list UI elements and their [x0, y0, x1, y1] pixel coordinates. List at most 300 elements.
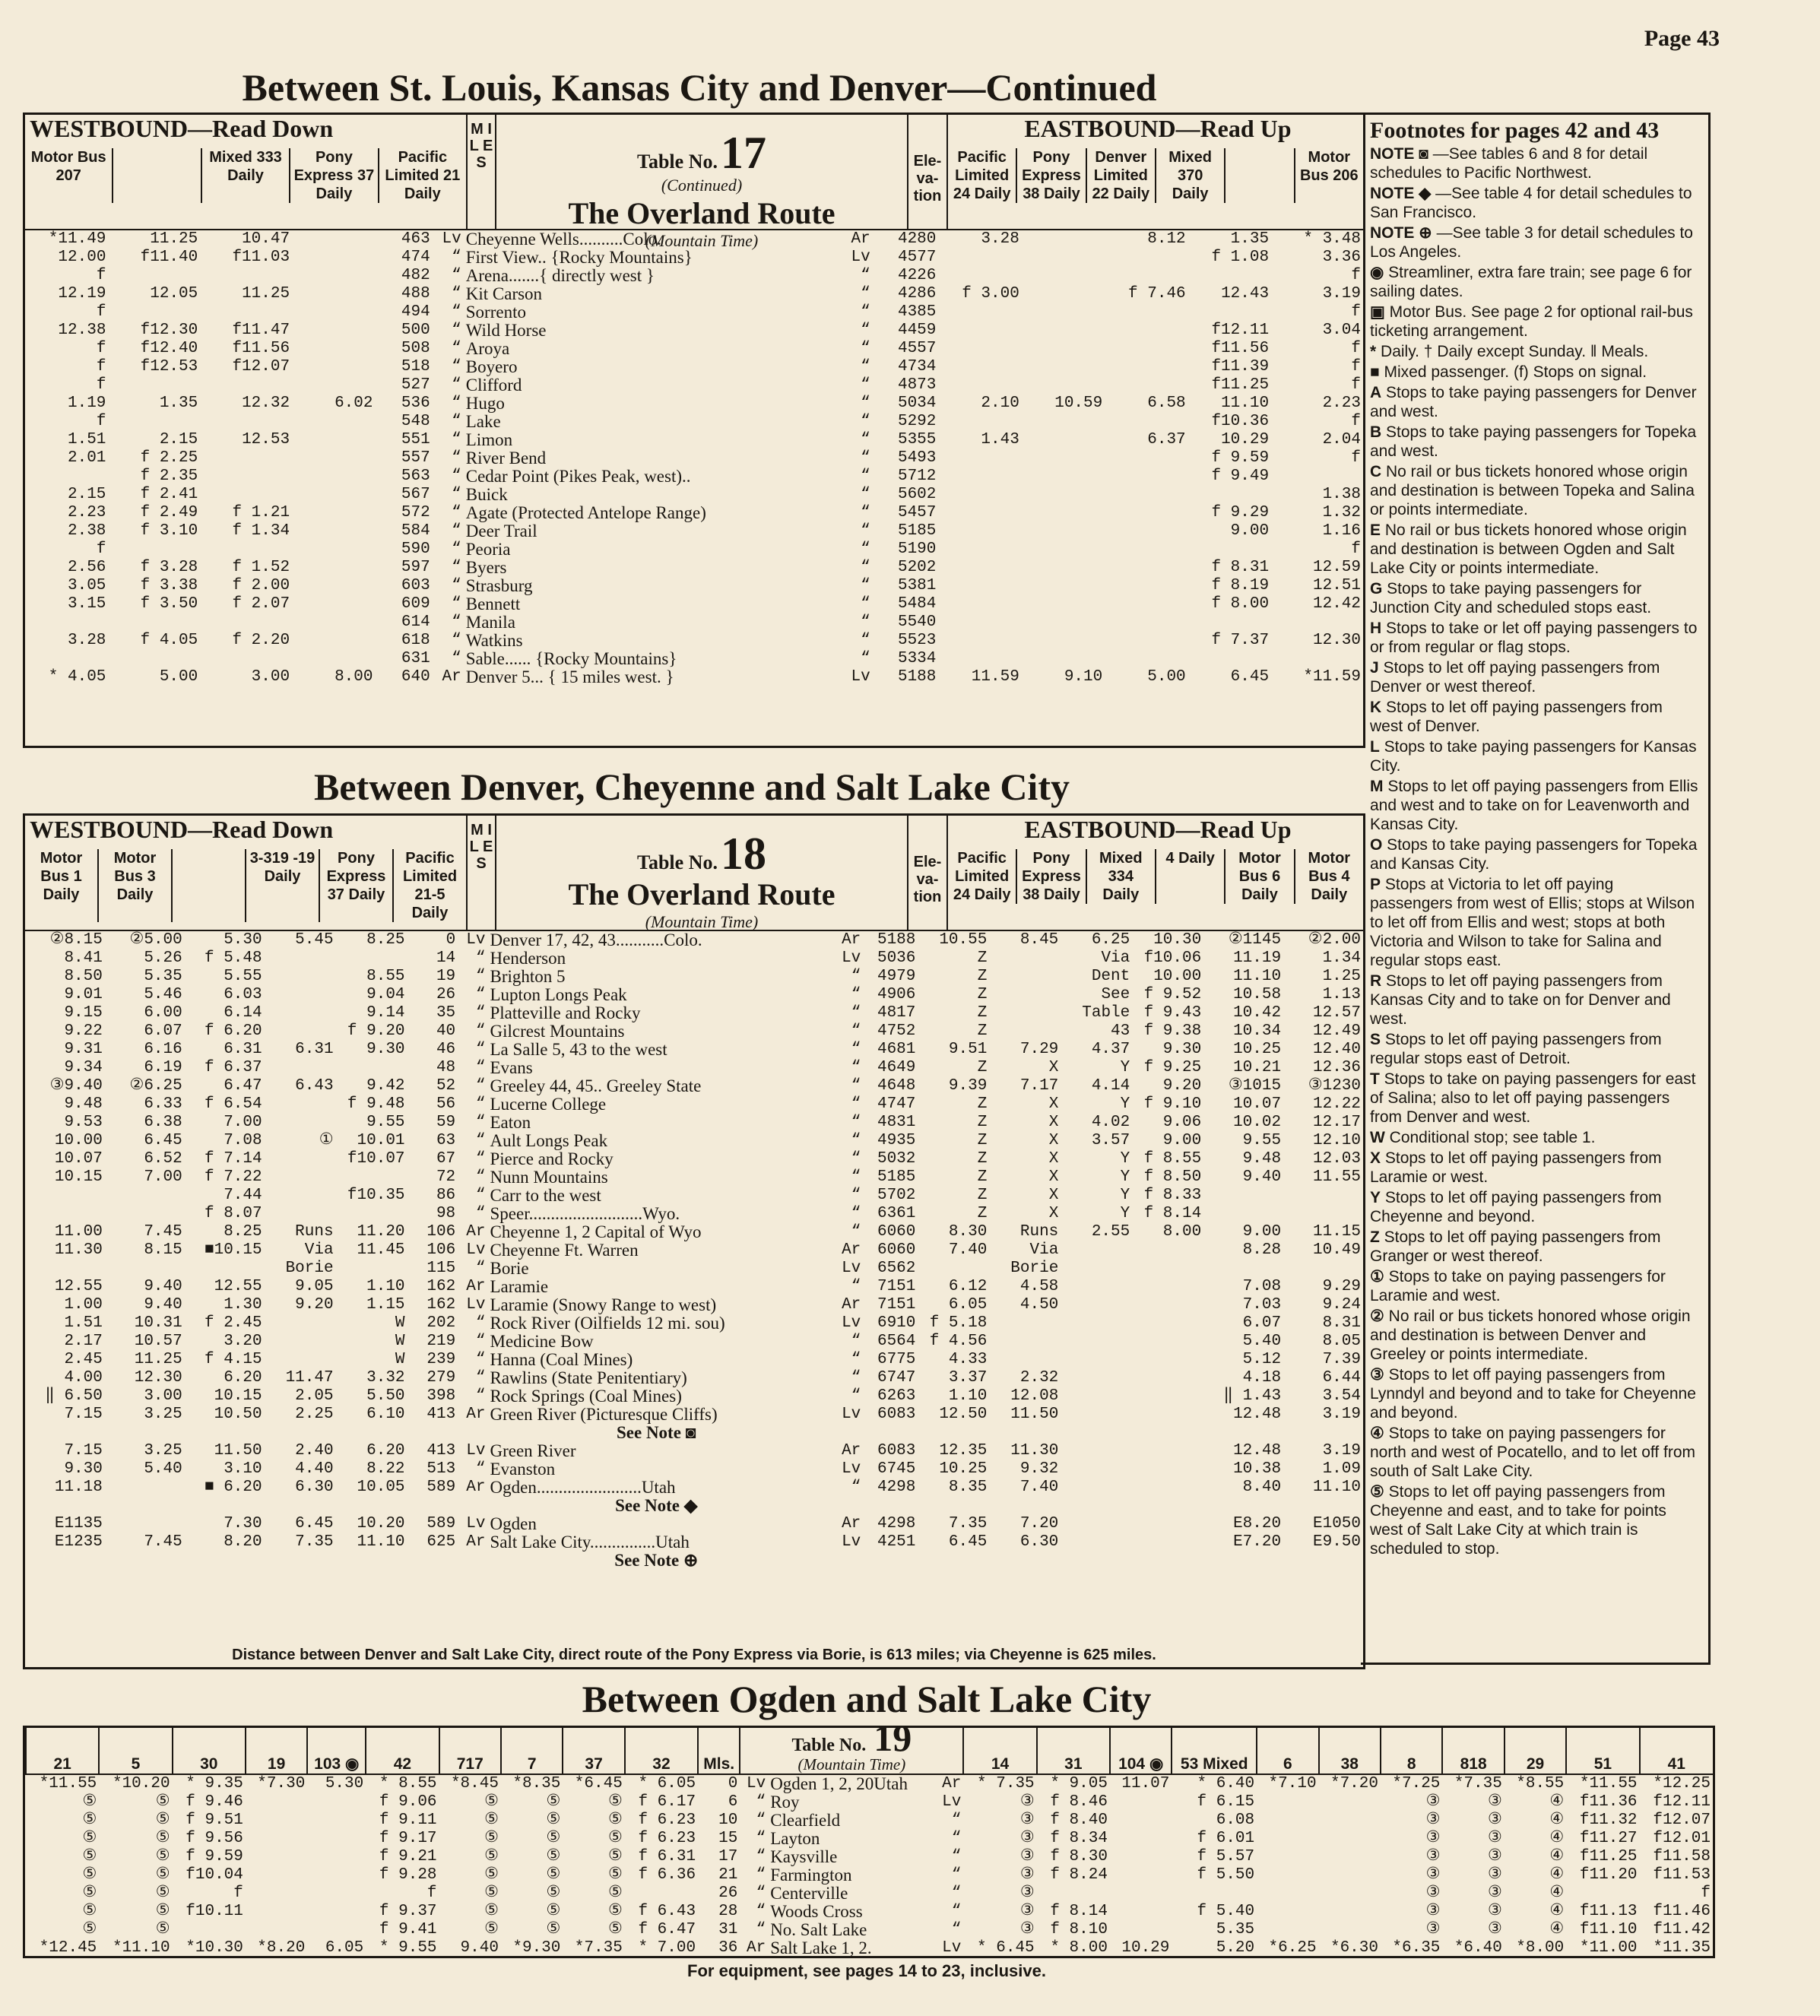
table-cell: f — [1351, 303, 1361, 321]
table-cell: 494 — [401, 303, 430, 321]
table-cell: “ — [475, 1004, 486, 1022]
table-cell: 508 — [401, 340, 430, 357]
table-row — [25, 1004, 1363, 1022]
table-cell — [1132, 1479, 1203, 1497]
table18-elevation-label: Ele-va-tion — [907, 816, 946, 930]
table-cell — [1283, 1260, 1363, 1278]
table-cell: f 3.28 — [140, 559, 198, 576]
table-row — [25, 1314, 1363, 1333]
table-cell: 12.38 — [58, 322, 106, 339]
table17-continued: (Continued) — [661, 176, 743, 195]
table18-east-col-header: Motor Bus 4 Daily — [1294, 849, 1363, 904]
table-cell: f 9.56 — [185, 1830, 243, 1847]
footnote-item — [1370, 1482, 1699, 1558]
table-cell: “ — [475, 1387, 486, 1405]
table-row — [26, 1793, 1713, 1812]
footnote-text: Conditional stop; see table 1. — [1384, 1129, 1596, 1146]
section19-title: Between Ogden and Salt Lake City — [582, 1678, 1152, 1720]
table-cell: “ — [951, 1812, 962, 1829]
table-cell: f 8.24 — [1050, 1866, 1108, 1884]
table-cell — [1257, 1866, 1318, 1884]
table-cell: ③9.40 — [49, 1077, 103, 1095]
table-cell — [105, 1205, 185, 1223]
table-cell — [1283, 1205, 1363, 1223]
table-cell: 36 — [718, 1939, 738, 1957]
table-cell — [407, 1552, 458, 1570]
table-cell: 6.52 — [144, 1150, 182, 1168]
table-cell: ⑤ — [155, 1848, 170, 1865]
table-cell: f11.40 — [140, 249, 198, 266]
table-cell — [292, 340, 375, 358]
table-cell: Borie — [285, 1260, 334, 1277]
table-cell — [265, 1114, 336, 1132]
table-cell — [1566, 1884, 1639, 1903]
footnote-key: NOTE ◆ — [1370, 185, 1432, 202]
table-cell: “ — [452, 468, 461, 485]
table-cell — [938, 559, 1021, 577]
table-cell: 9.42 — [366, 1077, 405, 1095]
table-cell — [1022, 431, 1105, 449]
table-cell: 10.29 — [1221, 431, 1270, 449]
footnote-key: S — [1370, 1031, 1381, 1048]
table-cell: 4.02 — [1091, 1114, 1130, 1131]
table-cell: “ — [452, 285, 461, 303]
table-cell: “ — [756, 1903, 766, 1920]
station-name: Nunn Mountains — [490, 1168, 608, 1187]
table-cell: “ — [851, 1205, 861, 1222]
table-cell — [1110, 1866, 1172, 1884]
table-cell — [1022, 595, 1105, 613]
table-row — [25, 986, 1363, 1004]
table-cell: Z — [977, 1004, 988, 1022]
station-name: Agate (Protected Antelope Range) — [465, 503, 706, 522]
table-cell: 9.00 — [1230, 522, 1270, 540]
table-cell: “ — [851, 1095, 861, 1113]
table-cell — [407, 1424, 458, 1442]
table-cell — [265, 1150, 336, 1168]
footnote-key: ② — [1370, 1308, 1384, 1325]
table-cell: f — [1351, 413, 1361, 430]
table-cell: “ — [475, 1351, 486, 1368]
table-cell: 3.00 — [144, 1387, 182, 1405]
table-row — [25, 1442, 1363, 1460]
footnote-text: Stops to let off paying passengers from Granger or west thereof. — [1370, 1228, 1661, 1265]
table-cell: f 2.49 — [140, 504, 198, 521]
table-cell: Ar — [746, 1939, 766, 1957]
table-cell — [825, 1552, 863, 1570]
table-cell — [108, 267, 200, 285]
table-cell: ⑤ — [155, 1812, 170, 1829]
table-cell: 10.29 — [1121, 1939, 1170, 1957]
table-cell — [200, 303, 292, 322]
table-cell: ⑤ — [607, 1812, 623, 1829]
footnote-key: L — [1370, 738, 1380, 756]
table-cell: f 8.40 — [1050, 1812, 1108, 1829]
table-cell: ⑤ — [546, 1903, 561, 1920]
table17-eastbound-label: EASTBOUND—Read Up — [1024, 115, 1292, 142]
table-cell — [1132, 1314, 1203, 1333]
table-cell: 7.35 — [948, 1515, 988, 1533]
table-cell: 6.33 — [144, 1095, 182, 1113]
table18-east-col-header: Pacific Limited 24 Daily — [953, 850, 1011, 903]
table-cell: 7.00 — [144, 1168, 182, 1186]
footnotes-heading: Footnotes for pages 42 and 43 — [1370, 118, 1660, 143]
table-cell — [108, 613, 200, 632]
table-cell — [292, 540, 375, 559]
table-cell: *8.35 — [512, 1775, 561, 1793]
distance-note: Distance between Denver and Salt Lake City, direct route of the Pony Express via Borie, is 613 miles; via Cheyenne is 625 miles. — [232, 1647, 1156, 1663]
table-cell: 8.35 — [948, 1479, 988, 1496]
footnote-item — [1370, 423, 1699, 461]
table-cell: “ — [475, 1059, 486, 1076]
table-cell: “ — [851, 1168, 861, 1186]
station-name: Denver 17, 42, 43...........Colo. — [490, 930, 702, 949]
table-cell: 463 — [401, 230, 430, 248]
footnote-text: Stops to take paying passengers for Kansas City. — [1370, 738, 1697, 775]
station-name: La Salle 5, 43 to the west — [490, 1040, 667, 1059]
table-cell — [246, 1830, 307, 1848]
table-cell: 11.10 — [357, 1533, 405, 1551]
table-cell: “ — [861, 595, 870, 613]
table-cell: f12.07 — [232, 358, 290, 376]
table-cell: ⑤ — [607, 1884, 623, 1902]
table-cell: 17 — [718, 1848, 738, 1865]
table-cell: 4.33 — [948, 1351, 988, 1368]
table-cell — [1203, 1497, 1283, 1515]
table-cell: 6.08 — [1216, 1812, 1255, 1829]
station-name: Sorrento — [465, 303, 526, 322]
table-cell — [1022, 540, 1105, 559]
station-name: Green River (Picturesque Cliffs) — [490, 1405, 718, 1424]
footnote-item — [1370, 579, 1699, 617]
table-cell: 11.50 — [1010, 1406, 1059, 1423]
table17-frame — [23, 113, 1365, 748]
table-cell: 500 — [401, 322, 430, 339]
table-cell — [25, 1260, 105, 1278]
table-cell — [265, 1004, 336, 1022]
table-cell — [1105, 413, 1187, 431]
table-cell: Lv — [942, 1939, 962, 1957]
table-cell — [1061, 1296, 1132, 1314]
table-cell: 12.03 — [1312, 1150, 1361, 1168]
table-cell: 11.10 — [1312, 1479, 1361, 1496]
footnote-key: ▣ — [1370, 303, 1385, 321]
footnote-item — [1370, 737, 1699, 775]
table-cell — [1022, 230, 1105, 249]
table-cell: ⑤ — [82, 1921, 97, 1938]
table-cell: f 2.41 — [140, 486, 198, 503]
table-cell: 56 — [436, 1095, 456, 1113]
station-name: See Note ◙ — [616, 1423, 696, 1442]
table-cell: 6.31 — [224, 1041, 262, 1058]
table-cell — [1203, 1552, 1283, 1570]
table-cell: ⑤ — [607, 1903, 623, 1920]
table-cell — [1061, 1278, 1132, 1296]
table-cell: 10.47 — [242, 230, 290, 248]
table-cell — [1110, 1884, 1172, 1903]
table-cell: 3.00 — [251, 668, 290, 686]
table-cell: * 3.48 — [1303, 230, 1361, 248]
table-cell: 2.32 — [1019, 1369, 1059, 1387]
table-cell: “ — [851, 1004, 861, 1022]
table-cell: Runs — [1019, 1223, 1059, 1241]
table-cell: 4747 — [877, 1095, 916, 1113]
table-cell: ④ — [1549, 1793, 1565, 1811]
station-name: Platteville and Rocky — [490, 1003, 641, 1022]
table-cell: ③ — [1488, 1848, 1502, 1865]
table18-east-col-header: 4 Daily — [1155, 849, 1224, 904]
table-cell — [307, 1793, 366, 1812]
table-cell: f 3.50 — [140, 595, 198, 613]
table18-route: The Overland Route — [568, 877, 835, 911]
table-cell: 4298 — [877, 1515, 916, 1533]
table-cell: Lv — [942, 1793, 962, 1811]
table-cell: “ — [851, 1187, 861, 1204]
table-cell: ④ — [1549, 1921, 1565, 1938]
table-cell: f10.36 — [1211, 413, 1270, 430]
table-row — [25, 1077, 1363, 1095]
table-cell: 589 — [426, 1479, 456, 1496]
table-cell: 10.07 — [54, 1150, 103, 1168]
table-row — [26, 1884, 1713, 1903]
table-cell — [1105, 303, 1187, 322]
table-cell: 19 — [436, 968, 456, 985]
table-cell — [200, 449, 292, 468]
table-cell: 5.00 — [159, 668, 198, 686]
table-cell: “ — [851, 1479, 861, 1496]
table-cell: f — [96, 413, 106, 430]
table-cell: f 8.07 — [205, 1205, 262, 1222]
table-row — [25, 1296, 1363, 1314]
table-cell: 162 — [426, 1296, 456, 1314]
table-cell: 4298 — [877, 1479, 916, 1496]
table-cell: f 6.54 — [205, 1095, 262, 1113]
table-cell — [292, 431, 375, 449]
table-row — [25, 1114, 1363, 1132]
table-cell: f 8.14 — [1143, 1205, 1202, 1222]
table-cell — [458, 1552, 487, 1570]
table19-east-col-header: 6 — [1257, 1728, 1318, 1774]
table-cell: f — [96, 376, 106, 394]
table-cell: 7151 — [877, 1278, 916, 1295]
table-cell: f 8.00 — [1211, 595, 1270, 613]
footnote-key: P — [1370, 876, 1381, 893]
table-cell: 474 — [401, 249, 430, 266]
table-cell — [863, 1497, 918, 1515]
table17-number: 17 — [720, 128, 766, 178]
table-cell: f11.27 — [1579, 1830, 1638, 1847]
station-name: Rock Springs (Coal Mines) — [490, 1387, 682, 1406]
table-cell: Ar — [842, 931, 861, 949]
table-cell: ③ — [1488, 1866, 1502, 1884]
table-cell: f 6.47 — [638, 1921, 696, 1938]
table-row — [25, 1406, 1363, 1424]
table-cell: Z — [977, 986, 988, 1003]
table19-east-col-header: 14 — [963, 1728, 1036, 1774]
table-cell: 9.10 — [1064, 668, 1103, 686]
table-cell: 6060 — [877, 1241, 916, 1259]
footnote-text: Daily. † Daily except Sunday. ‖ Meals. — [1376, 343, 1649, 360]
table-cell: ③ — [1488, 1884, 1502, 1902]
page-number: Page 43 — [1644, 26, 1720, 51]
table18-west-col-header: Pacific Limited 21-5 Daily — [392, 849, 466, 922]
table-row — [25, 968, 1363, 986]
table-cell: 3.15 — [68, 595, 106, 613]
table-cell: f11.36 — [1579, 1793, 1638, 1811]
table-cell: f12.40 — [140, 340, 198, 357]
table-cell — [1022, 650, 1105, 668]
table-cell — [1105, 486, 1187, 504]
table-cell: f — [96, 267, 106, 284]
table-cell: 597 — [401, 559, 430, 576]
table-cell — [292, 322, 375, 340]
table-cell: 9.30 — [64, 1460, 103, 1478]
footnote-text: Stops to take on paying passengers for Laramie and west. — [1370, 1268, 1666, 1304]
footnote-text: Stops to let off paying passengers from Laramie or west. — [1370, 1149, 1662, 1186]
table17-body — [25, 230, 1363, 686]
table-row — [25, 559, 1363, 577]
table-cell: f12.30 — [140, 322, 198, 339]
table-cell: 9.55 — [366, 1114, 405, 1131]
table-cell: f10.04 — [185, 1866, 243, 1884]
table-cell — [1188, 486, 1271, 504]
table-cell — [1022, 285, 1105, 303]
table-cell: 557 — [401, 449, 430, 467]
table-cell — [1271, 468, 1363, 486]
table-cell: 12.36 — [1312, 1059, 1361, 1076]
station-name: Gilcrest Mountains — [490, 1022, 625, 1041]
table-cell: *11.10 — [112, 1939, 170, 1957]
table-cell: 4.50 — [1019, 1296, 1059, 1314]
table-cell: Z — [977, 1114, 988, 1131]
table-cell: “ — [756, 1830, 766, 1847]
table-cell — [938, 650, 1021, 668]
table-cell — [1283, 1187, 1363, 1205]
table-cell — [458, 1424, 487, 1442]
table-cell: 9.14 — [366, 1004, 405, 1022]
table-cell: “ — [861, 358, 870, 376]
table-cell: “ — [756, 1866, 766, 1884]
table-cell: 6.03 — [224, 986, 262, 1003]
table-cell — [1022, 267, 1105, 285]
table-cell: f 6.01 — [1197, 1830, 1255, 1847]
table19-number: 19 — [874, 1716, 912, 1759]
table-cell — [407, 1497, 458, 1515]
table-cell — [989, 968, 1061, 986]
table-cell: ③ — [1488, 1812, 1502, 1829]
table-cell — [1132, 1241, 1203, 1260]
table-cell: f 5.48 — [205, 949, 262, 967]
table-cell — [1110, 1812, 1172, 1830]
table-cell: E1135 — [54, 1515, 103, 1533]
table17-timezone: (Mountain Time) — [645, 231, 759, 250]
table-cell: “ — [861, 303, 870, 321]
table-cell: 4286 — [897, 285, 937, 303]
table-cell: “ — [861, 486, 870, 503]
table-cell: 567 — [401, 486, 430, 503]
table-cell: f — [96, 340, 106, 357]
table-cell — [265, 1497, 336, 1515]
table-cell — [307, 1866, 366, 1884]
table-cell: 5712 — [897, 468, 937, 485]
table-cell: 551 — [401, 431, 430, 449]
table-cell: 10.15 — [54, 1168, 103, 1186]
table-cell: 4459 — [897, 322, 937, 339]
table-cell: * 8.00 — [1050, 1939, 1108, 1957]
table-cell: X — [1048, 1095, 1059, 1113]
table-cell: 6.30 — [1019, 1533, 1059, 1551]
table-cell: 11.47 — [285, 1369, 334, 1387]
table-cell: 5.30 — [325, 1775, 364, 1793]
table-cell — [1061, 1369, 1132, 1387]
table-cell — [307, 1848, 366, 1866]
table-cell: 5185 — [897, 522, 937, 540]
table-cell: f11.53 — [1653, 1866, 1711, 1884]
table-cell: 6.05 — [948, 1296, 988, 1314]
footnote-key: R — [1370, 972, 1382, 990]
table-cell: 4.37 — [1091, 1041, 1130, 1058]
table-cell: 10.00 — [1153, 968, 1202, 985]
table-row — [25, 632, 1363, 650]
table-cell: 12.40 — [1312, 1041, 1361, 1058]
table-cell: ⑤ — [82, 1793, 97, 1811]
table-cell: 5292 — [897, 413, 937, 430]
table-cell: 11.00 — [54, 1223, 103, 1241]
table-cell: 488 — [401, 285, 430, 303]
table-cell: *7.10 — [1268, 1775, 1317, 1793]
table-cell: “ — [452, 358, 461, 376]
table-cell: ③ — [1019, 1921, 1035, 1938]
table-cell: “ — [452, 395, 461, 412]
footnote-text: Stops to take on paying passengers for east of Salina; also to let off paying passengers from Denver and west. — [1370, 1070, 1696, 1126]
table-cell: “ — [475, 1132, 486, 1149]
table-cell: f — [1351, 267, 1361, 284]
table-cell: 7.45 — [144, 1223, 182, 1241]
table-cell — [200, 486, 292, 504]
table-cell: 12.55 — [214, 1278, 262, 1295]
table-row — [25, 1424, 1363, 1442]
table-cell: 5188 — [877, 931, 916, 949]
table-row — [25, 1369, 1363, 1387]
table-cell: *6.30 — [1330, 1939, 1378, 1957]
table-cell: f 3.10 — [140, 522, 198, 540]
table-cell: 5457 — [897, 504, 937, 521]
table-cell — [938, 613, 1021, 632]
footnote-item — [1370, 1228, 1699, 1266]
table-cell — [1022, 340, 1105, 358]
footnote-text: Stops to let off paying passengers from Kansas City and to take on for Denver and west. — [1370, 972, 1671, 1028]
table-cell: 10.07 — [1233, 1095, 1282, 1113]
table-cell — [200, 413, 292, 431]
table-cell: 12.55 — [54, 1278, 103, 1295]
table-cell: “ — [851, 1278, 861, 1295]
table-cell: 2.40 — [295, 1442, 334, 1460]
footnote-text: Stops to let off paying passengers from Denver or west thereof. — [1370, 659, 1660, 696]
table-cell: 7.40 — [1019, 1479, 1059, 1496]
table-cell: 6.45 — [144, 1132, 182, 1149]
table-cell: 3.28 — [68, 632, 106, 649]
table-row — [25, 1460, 1363, 1479]
table-cell — [265, 1333, 336, 1351]
table-cell — [108, 540, 200, 559]
table-cell: f11.32 — [1579, 1812, 1638, 1829]
table-cell: 9.53 — [64, 1114, 103, 1131]
table-cell — [1105, 267, 1187, 285]
table-cell: “ — [861, 395, 870, 412]
table-cell: “ — [851, 1369, 861, 1387]
table-cell — [307, 1884, 366, 1903]
footnote-item — [1370, 835, 1699, 873]
